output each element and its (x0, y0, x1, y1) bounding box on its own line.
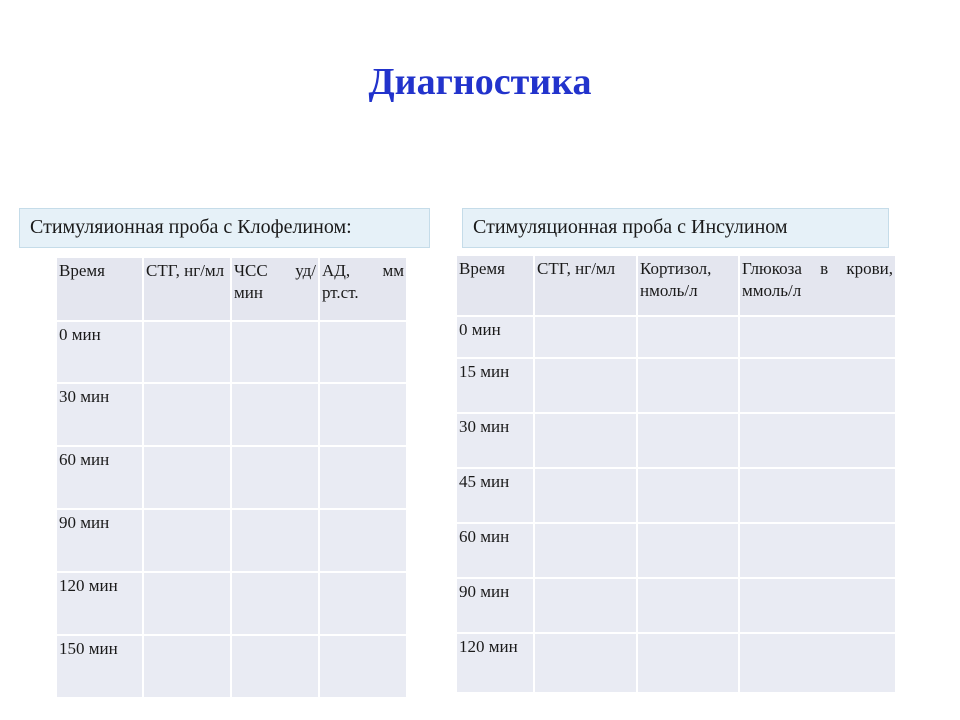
header-heart-rate: ЧСС уд/мин (232, 258, 318, 320)
row-time-label: 90 мин (57, 510, 142, 571)
insulin-test-caption: Стимуляционная проба с Инсулином (462, 208, 889, 248)
table-row (457, 414, 895, 467)
table-cell[interactable] (535, 317, 636, 357)
row-time-label: 0 мин (57, 322, 142, 382)
table-cell[interactable] (740, 579, 895, 632)
table-row (57, 573, 406, 634)
table-cell[interactable] (535, 469, 636, 522)
table-cell[interactable] (232, 636, 318, 697)
table-cell[interactable] (535, 579, 636, 632)
row-time-label: 120 мин (57, 573, 142, 634)
table-row (457, 317, 895, 357)
header-time: Время (457, 256, 533, 315)
table-cell[interactable] (144, 447, 230, 508)
table-cell[interactable] (740, 469, 895, 522)
slide-title: Диагностика (368, 61, 592, 103)
row-time-label: 120 мин (457, 634, 533, 692)
table-cell[interactable] (638, 414, 738, 467)
table-row (457, 524, 895, 577)
table-row (57, 384, 406, 445)
table-row (457, 634, 895, 692)
table-cell[interactable] (232, 573, 318, 634)
insulin-test-table (455, 254, 897, 694)
table-header-row (457, 256, 895, 315)
row-time-label: 0 мин (457, 317, 533, 357)
row-time-label: 15 мин (457, 359, 533, 412)
clonidine-test-table (55, 256, 408, 699)
table-cell[interactable] (535, 634, 636, 692)
table-row (457, 579, 895, 632)
table-cell[interactable] (535, 524, 636, 577)
header-gh: СТГ, нг/мл (535, 256, 636, 315)
table-cell[interactable] (638, 359, 738, 412)
table-cell[interactable] (638, 634, 738, 692)
table-cell[interactable] (144, 636, 230, 697)
table-row (57, 322, 406, 382)
table-cell[interactable] (320, 322, 406, 382)
table-cell[interactable] (638, 317, 738, 357)
row-time-label: 45 мин (457, 469, 533, 522)
table-header-row (57, 258, 406, 320)
row-time-label: 60 мин (457, 524, 533, 577)
table-cell[interactable] (638, 524, 738, 577)
table-cell[interactable] (144, 322, 230, 382)
header-gh: СТГ, нг/мл (144, 258, 230, 320)
table-cell[interactable] (535, 414, 636, 467)
table-row (457, 359, 895, 412)
row-time-label: 90 мин (457, 579, 533, 632)
table-cell[interactable] (144, 510, 230, 571)
table-row (57, 447, 406, 508)
table-cell[interactable] (740, 359, 895, 412)
row-time-label: 30 мин (57, 384, 142, 445)
table-cell[interactable] (232, 322, 318, 382)
table-cell[interactable] (320, 510, 406, 571)
table-cell[interactable] (320, 573, 406, 634)
table-cell[interactable] (232, 384, 318, 445)
table-cell[interactable] (320, 447, 406, 508)
table-row (57, 636, 406, 697)
row-time-label: 60 мин (57, 447, 142, 508)
header-cortisol: Кортизол, нмоль/л (638, 256, 738, 315)
row-time-label: 30 мин (457, 414, 533, 467)
table-cell[interactable] (740, 317, 895, 357)
table-cell[interactable] (232, 510, 318, 571)
table-cell[interactable] (232, 447, 318, 508)
table-cell[interactable] (740, 634, 895, 692)
header-blood-pressure: АД, мм рт.ст. (320, 258, 406, 320)
table-cell[interactable] (144, 573, 230, 634)
table-cell[interactable] (535, 359, 636, 412)
header-blood-glucose: Глюкоза в крови, ммоль/л (740, 256, 895, 315)
table-cell[interactable] (740, 524, 895, 577)
table-row (457, 469, 895, 522)
header-time: Время (57, 258, 142, 320)
table-cell[interactable] (740, 414, 895, 467)
table-cell[interactable] (144, 384, 230, 445)
table-cell[interactable] (638, 469, 738, 522)
clonidine-test-caption: Стимуляионная проба с Клофелином: (19, 208, 430, 248)
table-cell[interactable] (320, 636, 406, 697)
row-time-label: 150 мин (57, 636, 142, 697)
table-row (57, 510, 406, 571)
table-cell[interactable] (638, 579, 738, 632)
table-cell[interactable] (320, 384, 406, 445)
